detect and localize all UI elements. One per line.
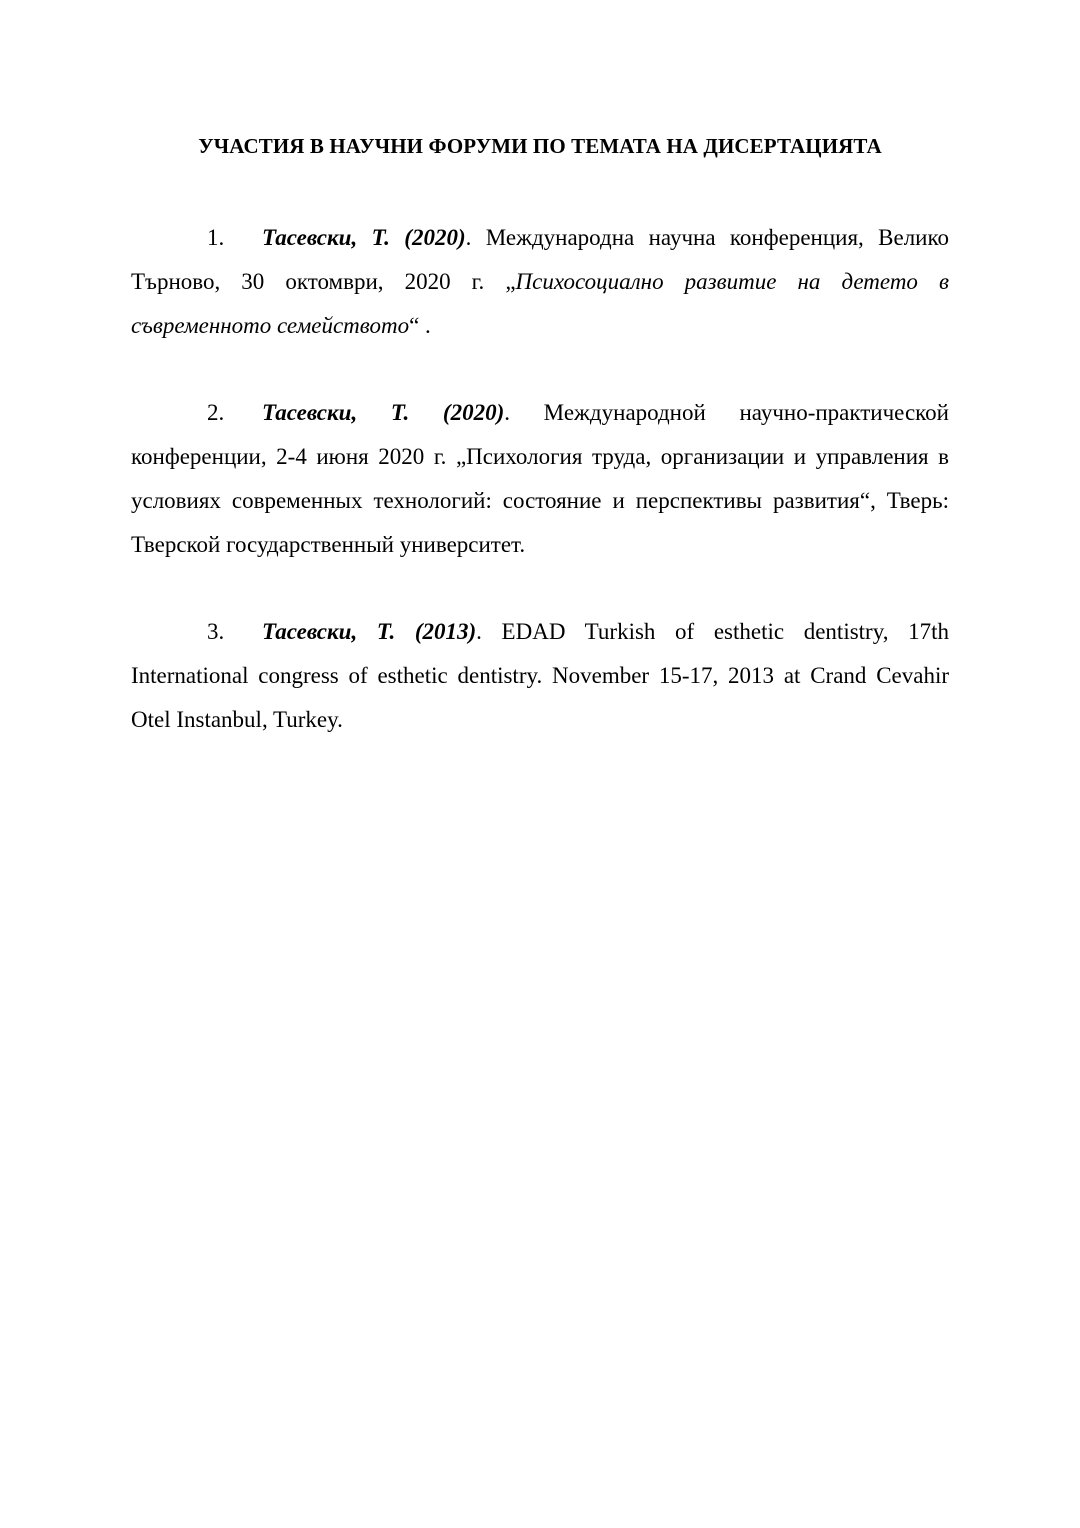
list-item-title: Психосоциално развитие на детето в съвременното семейството (131, 269, 949, 338)
list-item-number: 2. (207, 400, 225, 425)
list-item-author: Тасевски, Т. (2013) (262, 619, 477, 644)
list-item-text-end: “ . (409, 313, 431, 338)
page-title: УЧАСТИЯ В НАУЧНИ ФОРУМИ ПО ТЕМАТА НА ДИСЕРТАЦИЯТА (198, 134, 882, 158)
list-item-author: Тасевски, Т. (2020) (262, 400, 505, 425)
list-item (131, 216, 949, 348)
list-item-number: 1. (207, 225, 225, 250)
list-item-text: . EDAD Turkish of esthetic dentistry, 17th International congress of esthetic dentistry. November 15-17, 2013 at Crand Cevahir Otel Instanbul, Turkey. (131, 619, 949, 732)
list-item-author: Тасевски, Т. (2020) (262, 225, 466, 250)
list-item (131, 391, 949, 567)
list-item-text: . Международна научна конференция, Велико Търново, 30 октомври, 2020 г. „ (131, 225, 949, 294)
list-item-number: 3. (207, 619, 225, 644)
list-item (131, 610, 949, 742)
list-item-text: . Международной научно-практической конференции, 2-4 июня 2020 г. „Психология труда, организации и управления в условиях современных технологий: состояние и перспективы развития“, Тверь: Тверской государственный университет. (131, 400, 949, 557)
